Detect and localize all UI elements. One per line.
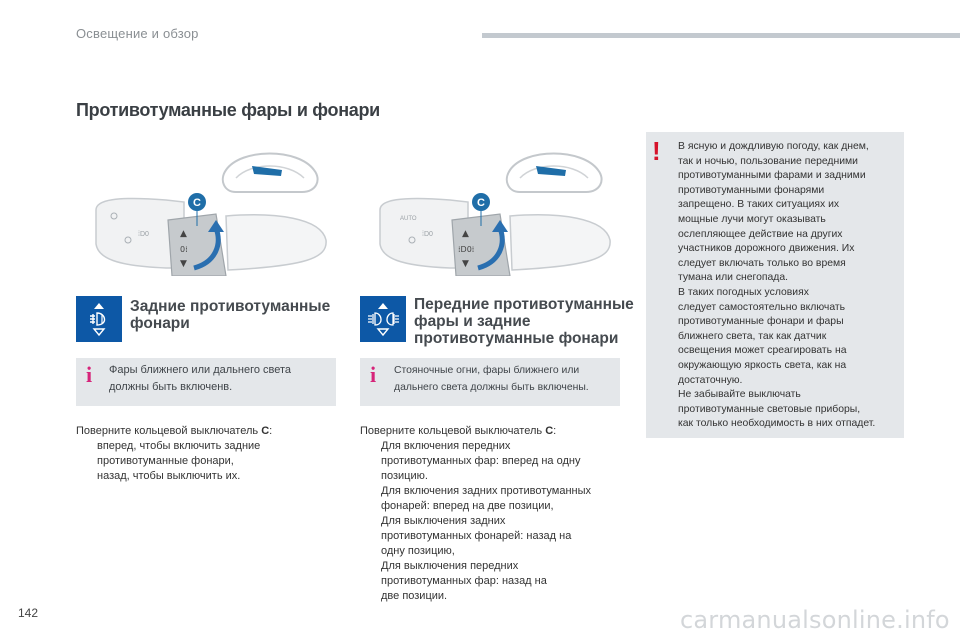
rear-fog-instructions <box>76 424 338 484</box>
front-rear-fog-heading-line3: противотуманные фонари <box>414 330 619 347</box>
warning-line: противотуманные световые приборы, <box>678 403 861 415</box>
callout-c-label: C <box>193 197 201 209</box>
front-rear-fog-heading-line1: Передние противотуманные <box>414 296 634 313</box>
list-item-line: противотуманных фар: назад на <box>381 575 547 587</box>
front-rear-fog-info-line1: Стояночные огни, фары ближнего или <box>394 365 580 376</box>
warning-line: так и ночью, пользование передними <box>678 155 858 167</box>
list-item-line: Для включения передних <box>381 440 511 452</box>
list-item-line: Для выключения задних <box>381 515 506 527</box>
watermark: carmanualsonline.info <box>680 606 950 634</box>
svg-text:0⁞: 0⁞ <box>180 245 188 254</box>
list-item-line: вперед, чтобы включить задние <box>97 440 261 452</box>
list-item-line: противотуманных фар: вперед на одну <box>381 455 581 467</box>
warning-line: В таких погодных условиях <box>678 286 809 298</box>
info-icon: i <box>86 362 93 387</box>
warning-line: следует включать только во время <box>678 257 846 269</box>
warning-line: освещения может среагировать на <box>678 345 847 357</box>
warning-line: участников дорожного движения. Их <box>678 243 855 255</box>
warning-line: противотуманные фонари и фары <box>678 316 844 328</box>
warning-line: мощные лучи могут оказывать <box>678 213 826 225</box>
svg-text:⁞D0: ⁞D0 <box>422 231 433 238</box>
front-rear-fog-switch-illustration <box>360 140 622 276</box>
rear-fog-heading <box>130 298 336 332</box>
list-item <box>76 439 338 469</box>
chapter-title: Освещение и обзор <box>76 26 199 41</box>
front-and-rear-fog-light-icon <box>360 296 406 342</box>
front-rear-fog-heading-line2: фары и задние <box>414 313 531 330</box>
list-item <box>360 559 630 604</box>
list-item-line: две позиции. <box>381 590 448 602</box>
warning-line: запрещено. В таких ситуациях их <box>678 199 840 211</box>
rear-fog-intro-text: Поверните кольцевой выключатель <box>76 425 262 437</box>
list-item <box>76 469 338 484</box>
page-title: Противотуманные фары и фонари <box>76 100 380 120</box>
list-item-line: фонарей: вперед на две позиции, <box>381 500 554 512</box>
chapter-bar <box>482 33 960 38</box>
warning-text <box>678 140 900 432</box>
svg-text:⁞D0: ⁞D0 <box>138 231 149 238</box>
rear-fog-heading-line1: Задние противотуманные <box>130 298 331 315</box>
svg-text:▲: ▲ <box>180 229 187 239</box>
warning-line: окружающую яркость света, как на <box>678 359 847 371</box>
warning-line: противотуманными фонарями <box>678 184 825 196</box>
rear-fog-info-line2: должны быть включенв. <box>109 381 233 393</box>
svg-text:▼: ▼ <box>180 259 187 269</box>
front-rear-fog-instructions <box>360 424 630 604</box>
warning-line: ослепляющее действие на других <box>678 228 843 240</box>
front-rear-fog-intro-text: Поверните кольцевой выключатель <box>360 425 546 437</box>
list-item-line: противотуманные фонари, <box>97 455 234 467</box>
rear-fog-intro <box>76 424 338 439</box>
svg-text:⁞D0⁞: ⁞D0⁞ <box>458 245 475 254</box>
front-rear-fog-heading <box>414 296 634 347</box>
callout-c-label: C <box>477 197 485 209</box>
svg-text:▼: ▼ <box>462 259 469 269</box>
rear-fog-light-icon <box>76 296 122 342</box>
rear-fog-switch-label: C <box>261 425 270 437</box>
warning-line: как только необходимость в них отпадет. <box>678 418 876 430</box>
rear-fog-intro-end: : <box>269 425 273 437</box>
list-item <box>360 439 630 484</box>
list-item-line: позицию. <box>381 470 428 482</box>
warning-line: следует самостоятельно включать <box>678 301 846 313</box>
list-item <box>360 514 630 559</box>
front-rear-fog-intro <box>360 424 630 439</box>
warning-line: В ясную и дождливую погоду, как днем, <box>678 141 869 152</box>
warning-line: противотуманными фарами и задними <box>678 170 866 182</box>
info-icon: i <box>370 362 377 387</box>
warning-line: Не забывайте выключать <box>678 389 801 401</box>
warning-line: достаточную. <box>678 374 743 386</box>
warning-icon: ! <box>652 136 661 166</box>
list-item-line: одну позицию, <box>381 545 455 557</box>
front-rear-fog-intro-end: : <box>553 425 557 437</box>
front-rear-fog-info-text <box>394 362 618 396</box>
rear-fog-info-text <box>109 362 333 396</box>
rear-fog-switch-illustration <box>76 140 338 276</box>
list-item-line: Для включения задних противотуманных <box>381 485 592 497</box>
warning-line: тумана или снегопада. <box>678 272 789 284</box>
list-item-line: Для выключения передних <box>381 560 519 572</box>
auto-label: AUTO <box>400 216 417 222</box>
svg-text:▲: ▲ <box>462 229 469 239</box>
list-item <box>360 484 630 514</box>
warning-line: ближнего света, так как датчик <box>678 330 827 342</box>
rear-fog-heading-line2: фонари <box>130 315 190 332</box>
front-rear-fog-switch-label: C <box>545 425 554 437</box>
list-item-line: назад, чтобы выключить их. <box>97 470 241 482</box>
front-rear-fog-info-line2: дальнего света должны быть включены. <box>394 382 589 393</box>
rear-fog-info-line1: Фары ближнего или дальнего света <box>109 364 292 376</box>
list-item-line: противотуманных фонарей: назад на <box>381 530 572 542</box>
page-number: 142 <box>18 606 39 620</box>
